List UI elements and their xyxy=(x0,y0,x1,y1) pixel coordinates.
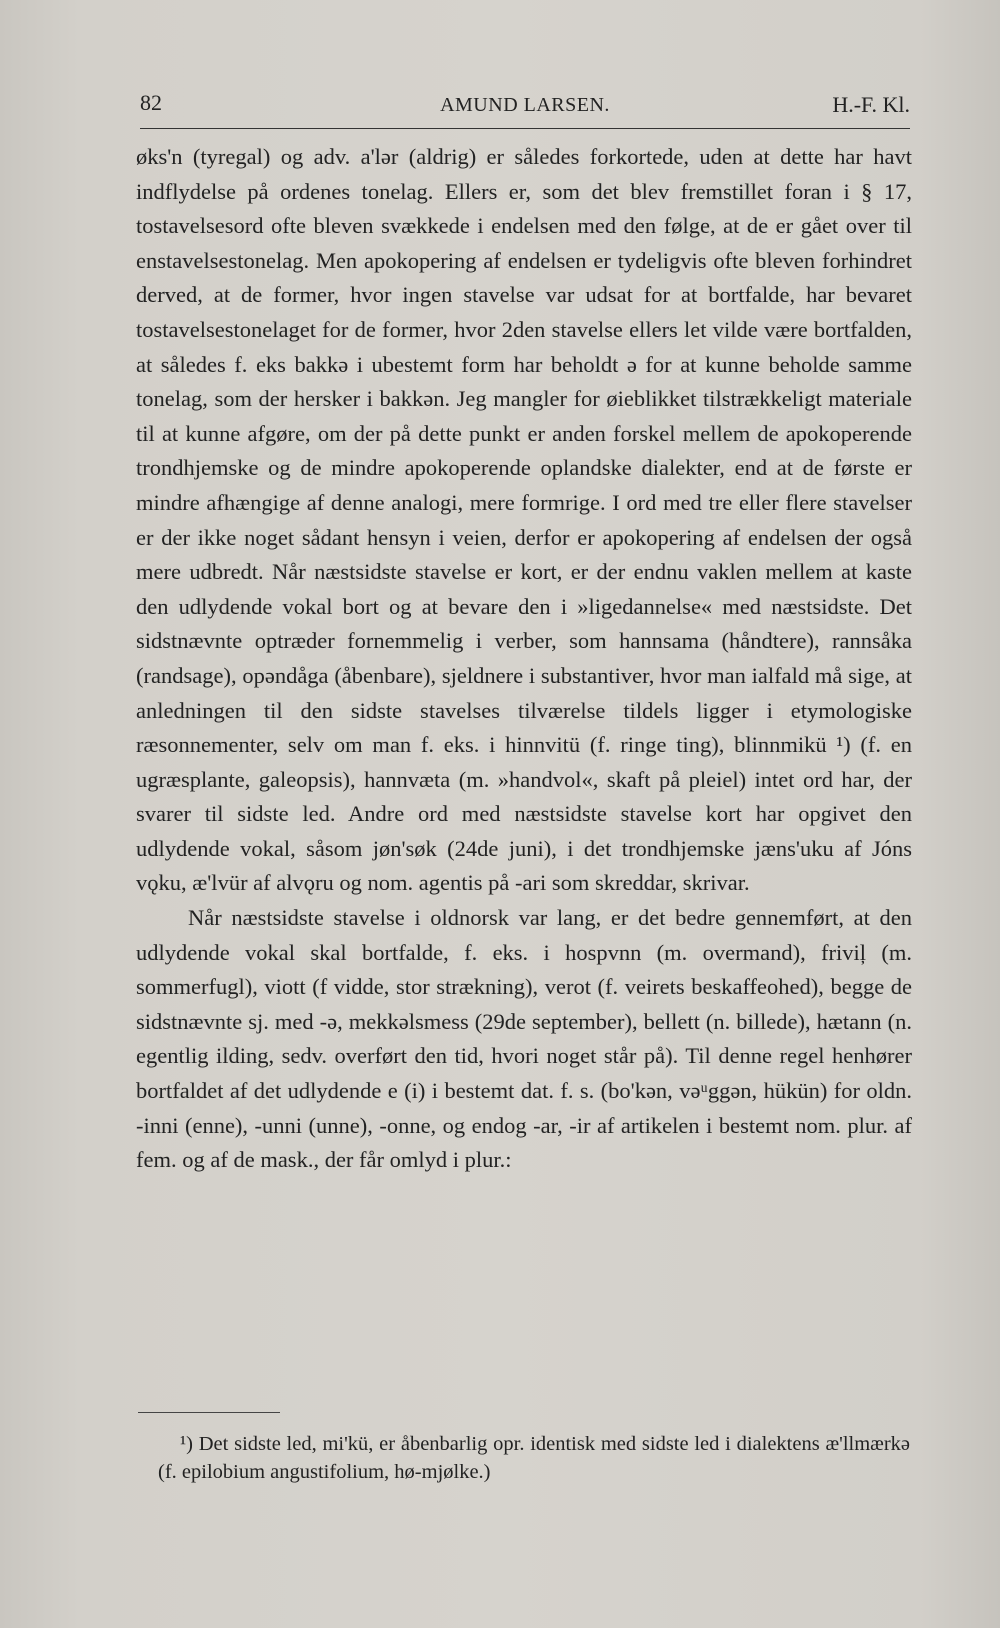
running-head-class: H.-F. Kl. xyxy=(832,92,910,117)
footnote-separator xyxy=(138,1412,280,1413)
footnote-text: Det sidste led, mi'kü, er åbenbarlig opr. identisk med sidste led i dialektens æ'llmærkə (f. epilobium angustifolium, hø-mjølke.) xyxy=(158,1433,911,1483)
body-text xyxy=(136,140,912,1178)
page-number: 82 xyxy=(140,90,162,115)
header-rule xyxy=(140,128,910,129)
paragraph-1: øks'n (tyregal) og adv. a'lər (aldrig) er således forkortede, uden at dette har havt indflydelse på ordenes tonelag. Ellers er, som det blev fremstillet foran i § 17, tostavelsesord ofte bleven svækkede i endelsen med den følge, at de er gået over til enstavelsestonelag. Men apokopering af endelsen er tydeligvis ofte bleven forhindret derved, at de former, hvor ingen stavelse var udsat for at bortfalde, har bevaret tostavelsestonelaget for de former, hvor 2den stavelse ellers let vilde være bortfalden, at således f. eks bakkə i ubestemt form har beholdt ə for at kunne beholde samme tonelag, som der hersker i bakkən. Jeg mangler for øieblikket tilstrækkeligt materiale til at kunne afgøre, om der på dette punkt er anden forskel mellem de apokoperende trondhjemske og de mindre apokoperende oplandske dialekter, end at de første er mindre afhængige af denne analogi, mere formrige. I ord med tre eller flere stavelser er der ikke noget sådant hensyn i veien, derfor er apokopering af endelsen der også mere udbredt. Når næstsidste stavelse er kort, er der endnu vaklen mellem at kaste den udlydende vokal bort og at bevare den i »ligedannelse« med næstsidste. Det sidstnævnte optræder fornemmelig i verber, som hannsama (håndtere), rannsåka (randsage), opəndåga (åbenbare), sjeldnere i substantiver, hvor man ialfald må sige, at anledningen til den sidste stavelses tilværelse tildels ligger i etymologiske ræsonnementer, selv om man f. eks. i hinnvitü (f. ringe ting), blinnmikü ¹) (f. en ugræsplante, galeopsis), hannvæta (m. »handvol«, skaft på pleiel) intet ord har, der svarer til sidste led. Andre ord med næstsidste stavelse kort har opgivet den udlydende vokal, såsom jøn'søk (24de juni), i det trondhjemske jæns'uku af Jóns vǫku, æ'lvür af alvǫru og nom. agentis på -ari som skreddar, skrivar. xyxy=(136,144,912,896)
paragraph-2: Når næstsidste stavelse i oldnorsk var lang, er det bedre gennemført, at den udlydende vokal skal bortfalde, f. eks. i hospvnn (m. overmand), friviļ (m. sommerfugl), viott (f vidde, stor strækning), verot (f. veirets beskaffeohed), begge de sidstnævnte sj. med -ə, mekkəlsmess (29de september), bellett (n. billede), hætann (n. egentlig ilding, sedv. overført den tid, hvori noget står på). Til denne regel henhører bortfaldet af det udlydende e (i) i bestemt dat. f. s. (bo'kən, vəᵘggən, hükün) for oldn. -inni (enne), -unni (unne), -onne, og endog -ar, -ir af artikelen i bestemt nom. plur. af fem. og af de mask., der får omlyd i plur.: xyxy=(136,905,912,1173)
running-head-author: AMUND LARSEN. xyxy=(440,94,610,116)
footnote xyxy=(158,1430,910,1486)
running-header xyxy=(140,90,910,120)
footnote-marker: ¹) xyxy=(180,1433,193,1455)
